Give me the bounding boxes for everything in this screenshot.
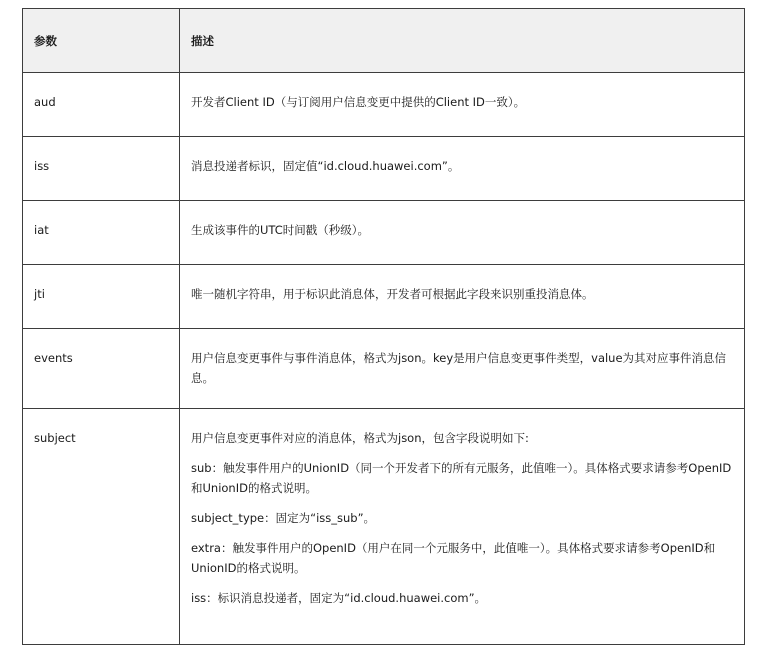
description-cell: [180, 409, 745, 645]
header-param: 参数: [23, 9, 180, 73]
description-cell: 唯一随机字符串，用于标识此消息体，开发者可根据此字段来识别重投消息体。: [180, 265, 745, 329]
subject-field-subject-type: subject_type：固定为“iss_sub”。: [191, 511, 376, 525]
table-row: [23, 265, 745, 329]
subject-intro: 用户信息变更事件对应的消息体，格式为json，包含字段说明如下:: [191, 431, 529, 445]
description-cell: 用户信息变更事件与事件消息体，格式为json。key是用户信息变更事件类型，value为其对应事件消息信息。: [180, 329, 745, 409]
subject-field-sub: sub：触发事件用户的UnionID（同一个开发者下的所有元服务，此值唯一）。具体格式要求请参考OpenID和UnionID的格式说明。: [191, 461, 732, 495]
table-row: [23, 201, 745, 265]
header-description: 描述: [180, 9, 745, 73]
parameter-table: [22, 8, 745, 645]
param-cell: iss: [23, 137, 180, 201]
description-cell: 开发者Client ID（与订阅用户信息变更中提供的Client ID一致）。: [180, 73, 745, 137]
param-cell: jti: [23, 265, 180, 329]
param-cell: events: [23, 329, 180, 409]
table-header-row: [23, 9, 745, 73]
param-cell: subject: [23, 409, 180, 645]
table-row: [23, 73, 745, 137]
subject-field-extra: extra：触发事件用户的OpenID（用户在同一个元服务中，此值唯一）。具体格式要求请参考OpenID和UnionID的格式说明。: [191, 541, 716, 575]
table-row: [23, 409, 745, 645]
parameter-table-container: [22, 8, 744, 645]
param-cell: iat: [23, 201, 180, 265]
table-row: [23, 329, 745, 409]
description-cell: 消息投递者标识，固定值“id.cloud.huawei.com”。: [180, 137, 745, 201]
param-cell: aud: [23, 73, 180, 137]
subject-field-iss: iss：标识消息投递者，固定为“id.cloud.huawei.com”。: [191, 591, 487, 605]
description-cell: 生成该事件的UTC时间戳（秒级）。: [180, 201, 745, 265]
table-row: [23, 137, 745, 201]
